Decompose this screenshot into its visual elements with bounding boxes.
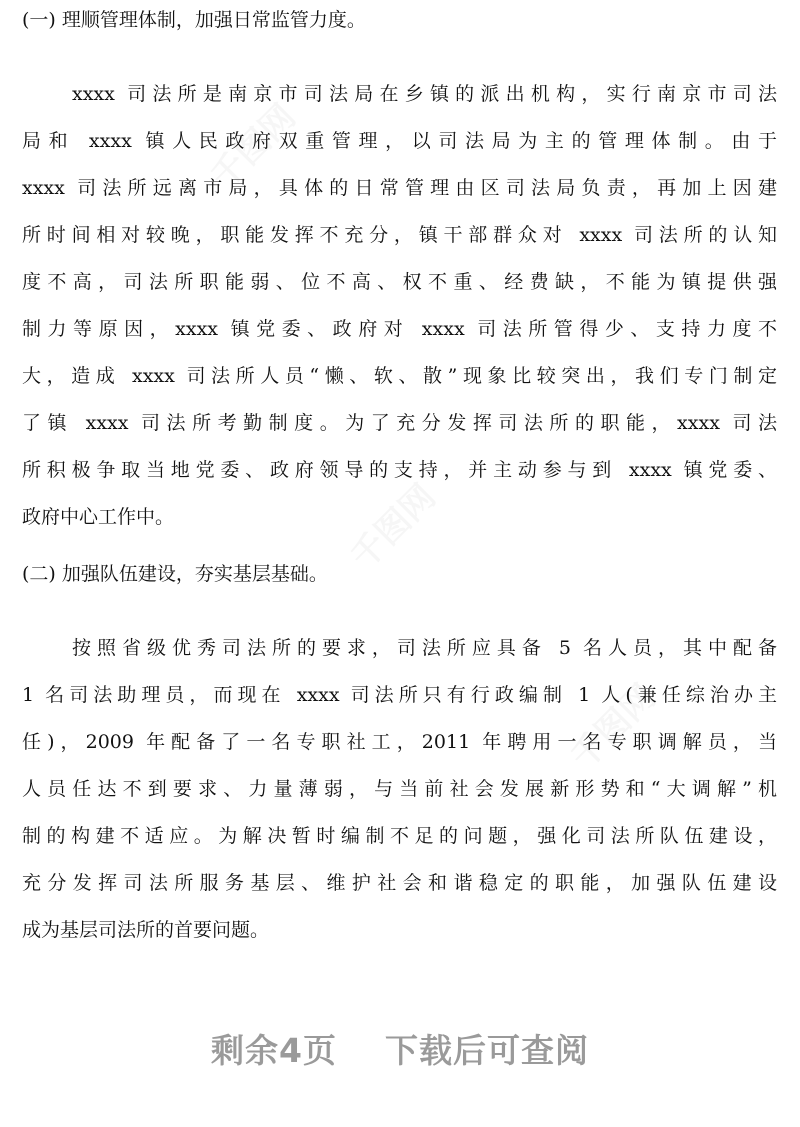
- paragraph-line: 了镇 xxxx 司法所考勤制度。为了充分发挥司法所的职能，xxxx 司法: [22, 412, 777, 434]
- section-heading-1: (一) 理顺管理体制，加强日常监管力度。: [22, 9, 366, 31]
- paragraph-line: 所积极争取当地党委、政府领导的支持，并主动参与到 xxxx 镇党委、: [22, 459, 777, 481]
- paragraph-line: 人员任达不到要求、力量薄弱，与当前社会发展新形势和“大调解”机: [22, 778, 777, 800]
- section-heading-2: (二) 加强队伍建设，夯实基层基础。: [22, 563, 328, 585]
- paragraph-line: 制的构建不适应。为解决暂时编制不足的问题，强化司法所队伍建设，: [22, 825, 777, 847]
- download-to-view-label: 下载后可查阅: [384, 1031, 589, 1070]
- paragraph-line: 制力等原因，xxxx 镇党委、政府对 xxxx 司法所管得少、支持力度不: [22, 318, 777, 340]
- paragraph-line: 1 名司法助理员，而现在 xxxx 司法所只有行政编制 1 人(兼任综治办主: [22, 684, 777, 706]
- download-prompt[interactable]: [0, 1025, 800, 1072]
- paragraph-line: 成为基层司法所的首要问题。: [22, 919, 270, 941]
- paragraph-line: 任)，2009 年配备了一名专职社工，2011 年聘用一名专职调解员，当: [22, 731, 777, 753]
- paragraph-line: 充分发挥司法所服务基层、维护社会和谐稳定的职能，加强队伍建设: [22, 872, 777, 894]
- remaining-pages-label: 剩余4页: [211, 1031, 337, 1070]
- paragraph-line: 政府中心工作中。: [22, 506, 175, 528]
- paragraph-line: xxxx 司法所是南京市司法局在乡镇的派出机构，实行南京市司法: [72, 83, 777, 105]
- paragraph-line: 按照省级优秀司法所的要求，司法所应具备 5 名人员，其中配备: [72, 637, 777, 659]
- paragraph-line: 度不高，司法所职能弱、位不高、权不重、经费缺，不能为镇提供强: [22, 271, 777, 293]
- paragraph-line: 大，造成 xxxx 司法所人员“懒、软、散”现象比较突出，我们专门制定: [22, 365, 777, 387]
- paragraph-line: xxxx 司法所远离市局，具体的日常管理由区司法局负责，再加上因建: [22, 177, 777, 199]
- paragraph-line: 所时间相对较晚，职能发挥不充分，镇干部群众对 xxxx 司法所的认知: [22, 224, 777, 246]
- paragraph-line: 局和 xxxx 镇人民政府双重管理，以司法局为主的管理体制。由于: [22, 130, 777, 152]
